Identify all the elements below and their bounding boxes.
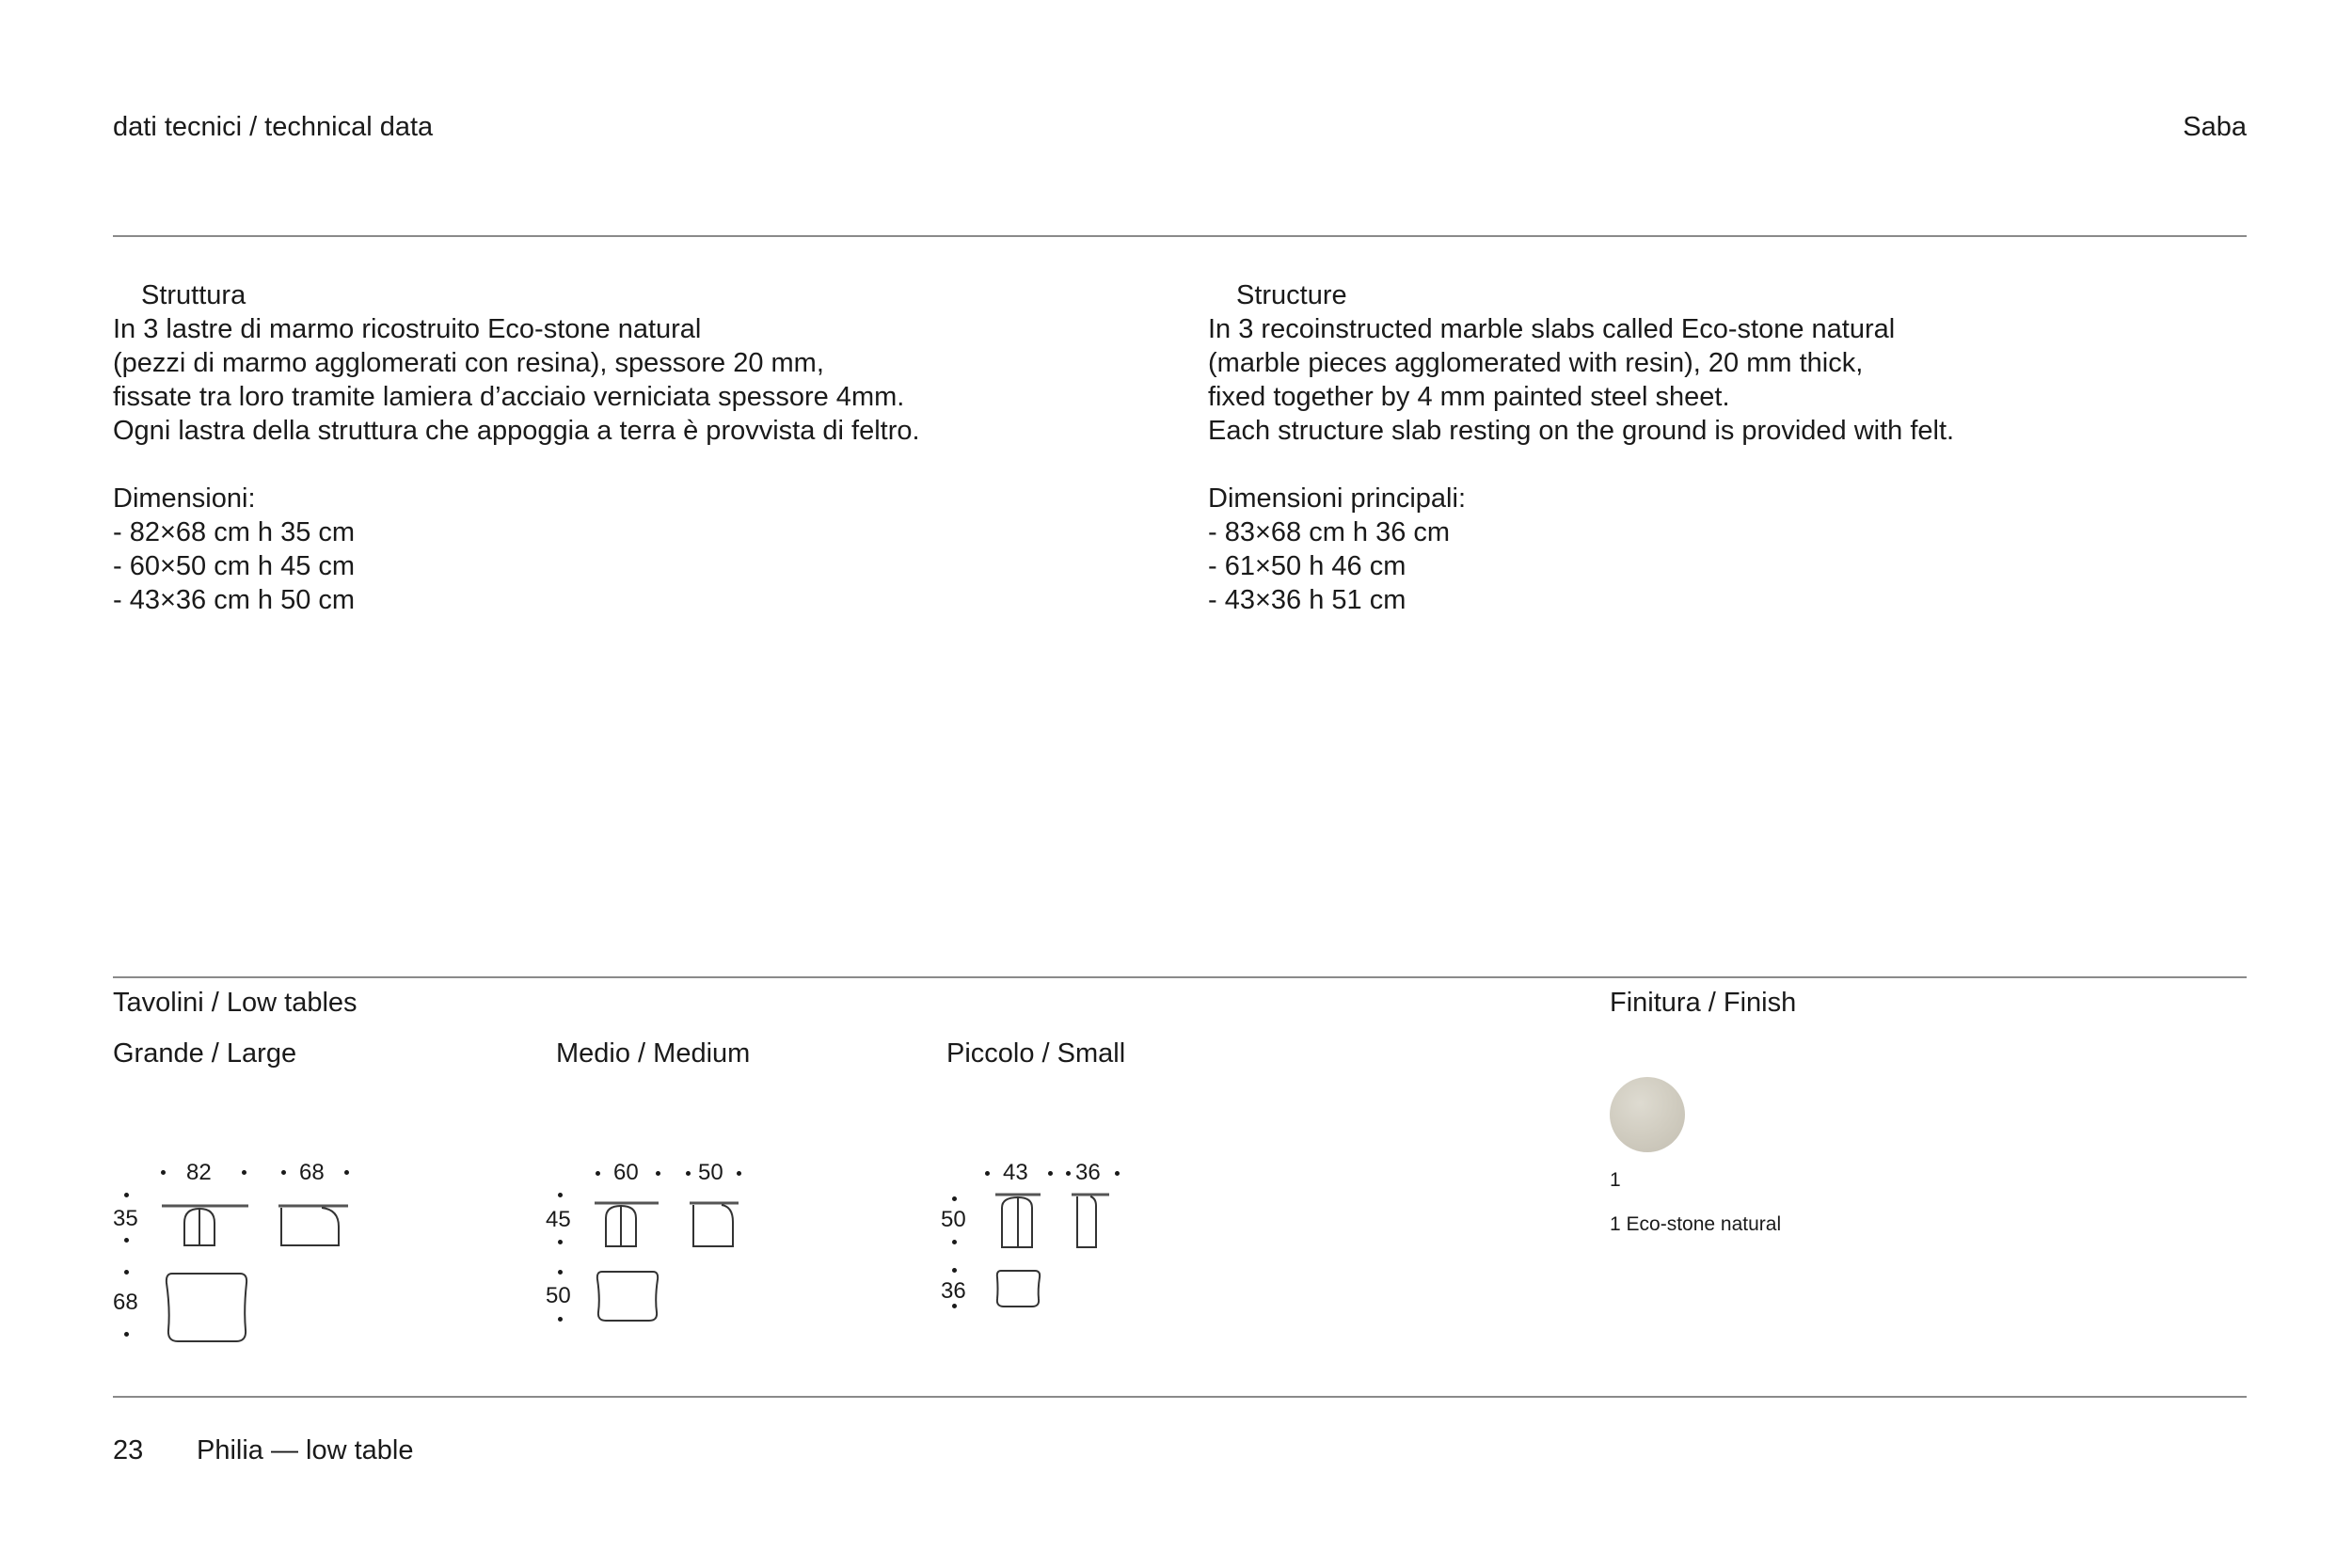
top-divider	[113, 235, 2247, 237]
text-line: (pezzi di marmo agglomerati con resina), spessore 20 mm,	[113, 348, 824, 378]
large-side-view-drawing	[278, 1204, 350, 1247]
dimension-item: - 43×36 h 51 cm	[1208, 585, 1406, 615]
text-line: Ogni lastra della struttura che appoggia a terra è provvista di feltro.	[113, 416, 920, 446]
large-table-label: Grande / Large	[113, 1038, 297, 1069]
small-table-label: Piccolo / Small	[946, 1038, 1126, 1069]
large-front-view-drawing	[162, 1204, 252, 1247]
swatch-label: 1 Eco-stone natural	[1610, 1213, 1782, 1235]
low-tables-title: Tavolini / Low tables	[113, 988, 358, 1018]
text-line: (marble pieces agglomerated with resin), 20 mm thick,	[1208, 348, 1864, 378]
medium-depth-value: 50	[698, 1160, 723, 1185]
medium-top-view-drawing	[596, 1270, 660, 1323]
dimension-item: - 61×50 h 46 cm	[1208, 551, 1406, 581]
large-height-value: 35	[113, 1206, 138, 1231]
text-line: In 3 lastre di marmo ricostruito Eco-stone natural	[113, 314, 702, 344]
dimension-item: - 43×36 cm h 50 cm	[113, 585, 356, 615]
dimensions-title-en: Dimensioni principali:	[1208, 483, 1466, 514]
italian-description	[113, 278, 920, 617]
dimension-item: - 82×68 cm h 35 cm	[113, 517, 356, 547]
small-width-value: 43	[1003, 1160, 1028, 1185]
small-side-view-drawing	[1072, 1193, 1111, 1251]
text-line: fissate tra loro tramite lamiera d’acciaio verniciata spessore 4mm.	[113, 382, 905, 412]
medium-side-view-drawing	[690, 1201, 740, 1248]
medium-front-view-drawing	[595, 1201, 660, 1248]
structure-title-en: Structure	[1236, 280, 1347, 310]
structure-title-it: Struttura	[141, 280, 246, 310]
dimension-item: - 60×50 cm h 45 cm	[113, 551, 356, 581]
english-description	[1208, 278, 1954, 617]
medium-height-value: 45	[546, 1207, 571, 1232]
large-width-value: 82	[186, 1160, 212, 1185]
eco-stone-swatch	[1610, 1077, 1685, 1152]
swatch-number: 1	[1610, 1169, 1621, 1191]
medium-depth-side-value: 50	[546, 1283, 571, 1308]
middle-divider	[113, 976, 2247, 978]
header-product-name: Saba	[2183, 112, 2247, 142]
text-line: Each structure slab resting on the ground is provided with felt.	[1208, 416, 1955, 446]
small-depth-side-value: 36	[941, 1278, 966, 1304]
large-depth-value: 68	[299, 1160, 325, 1185]
large-top-view-drawing	[165, 1272, 249, 1343]
small-depth-value: 36	[1075, 1160, 1101, 1185]
bottom-divider	[113, 1396, 2247, 1398]
dimension-item: - 83×68 cm h 36 cm	[1208, 517, 1451, 547]
small-front-view-drawing	[995, 1193, 1042, 1251]
large-depth-side-value: 68	[113, 1290, 138, 1315]
small-height-value: 50	[941, 1207, 966, 1232]
small-top-view-drawing	[995, 1269, 1042, 1308]
page-number: 23	[113, 1435, 144, 1465]
medium-width-value: 60	[613, 1160, 639, 1185]
medium-table-label: Medio / Medium	[556, 1038, 751, 1069]
text-line: In 3 recoinstructed marble slabs called Eco-stone natural	[1208, 314, 1896, 344]
footer-title: Philia — low table	[197, 1435, 414, 1465]
text-line: fixed together by 4 mm painted steel sheet.	[1208, 382, 1730, 412]
dimensions-title-it: Dimensioni:	[113, 483, 256, 514]
header-section-title: dati tecnici / technical data	[113, 112, 434, 142]
finish-title: Finitura / Finish	[1610, 988, 1797, 1018]
